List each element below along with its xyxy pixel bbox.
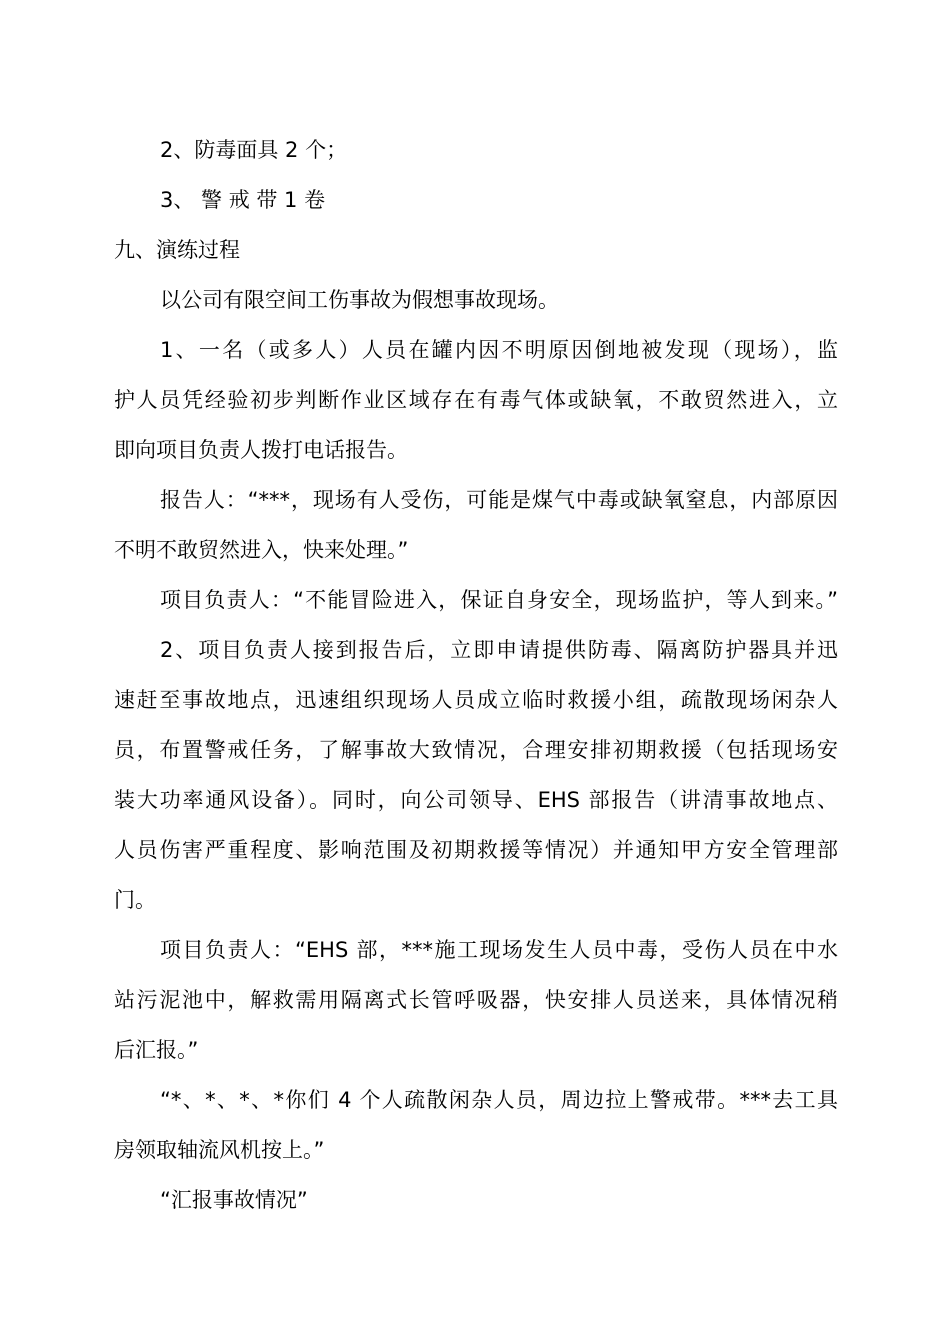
paragraph-line: 护人员凭经验初步判断作业区域存在有毒气体或缺氧，不敢贸然进入，立 [114,388,838,412]
equipment-item-warning-tape: 3、 警 戒 带 1 卷 [160,188,326,212]
paragraph-line: 以公司有限空间工伤事故为假想事故现场。 [160,288,559,312]
equipment-item-gas-mask: 2、防毒面具 2 个； [160,138,348,162]
paragraph-line: 后汇报。” [114,1038,199,1062]
paragraph-line: 1、一名（或多人）人员在罐内因不明原因倒地被发现（现场），监 [160,338,838,362]
paragraph-line: 速赶至事故地点，迅速组织现场人员成立临时救援小组，疏散现场闲杂人 [114,688,838,712]
paragraph-line: “*、*、*、*你们 4 个人疏散闲杂人员，周边拉上警戒带。***去工具 [160,1088,838,1112]
paragraph-line: 门。 [114,888,156,912]
paragraph-line: 站污泥池中，解救需用隔离式长管呼吸器，快安排人员送来，具体情况稍 [114,988,838,1012]
paragraph-line: 人员伤害严重程度、影响范围及初期救援等情况）并通知甲方安全管理部 [114,838,838,862]
paragraph-line: 报告人：“***，现场有人受伤，可能是煤气中毒或缺氧窒息，内部原因 [160,488,838,512]
paragraph-line: 项目负责人：“不能冒险进入，保证自身安全，现场监护，等人到来。” [160,588,838,612]
paragraph-line: “汇报事故情况” [160,1188,308,1212]
paragraph-line: 即向项目负责人拨打电话报告。 [114,438,408,462]
paragraph-line: 不明不敢贸然进入，快来处理。” [114,538,409,562]
paragraph-line: 装大功率通风设备）。同时，向公司领导、EHS 部报告（讲清事故地点、 [114,788,838,812]
paragraph-line: 2、项目负责人接到报告后，立即申请提供防毒、隔离防护器具并迅 [160,638,838,662]
paragraph-line: 房领取轴流风机按上。” [114,1138,325,1162]
paragraph-line: 项目负责人：“EHS 部，***施工现场发生人员中毒，受伤人员在中水 [160,938,838,962]
section-heading-drill-process: 九、演练过程 [114,238,240,262]
paragraph-line: 员，布置警戒任务，了解事故大致情况，合理安排初期救援（包括现场安 [114,738,838,762]
